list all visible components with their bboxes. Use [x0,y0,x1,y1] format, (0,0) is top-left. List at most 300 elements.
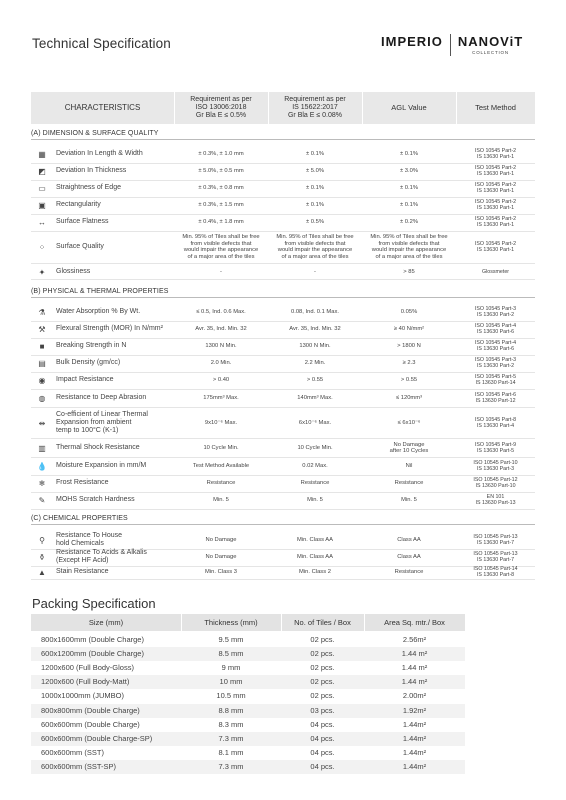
spec-row [31,266,535,278]
test-method [456,241,535,253]
is-requirement-line: Min. 5 [307,496,323,503]
property-icon: ◉ [38,375,46,385]
property-label-line: Deviation In Thickness [56,167,127,174]
property-label-line: Deviation In Length & Width [56,150,143,157]
test-method-line: ISO 10545 Part-2 [474,216,517,222]
test-method-line: ISO 10545 Part-2 [474,241,517,247]
test-method [456,494,535,506]
property-icon: ✦ [38,267,46,277]
packing-header-tiles: No. of Tiles / Box [294,618,351,627]
agl-value-line: Resistance [394,568,424,575]
packing-area: 1.44m² [402,733,427,743]
packing-row [31,746,465,760]
packing-tiles: 03 pcs. [310,705,335,715]
packing-size: 1200x600 (Full Body-Gloss) [41,663,134,673]
test-method-line: IS 13630 Part-1 [476,188,515,194]
spec-row [31,372,535,388]
property-label-line: Resistance to Deep Abrasion [56,394,147,401]
test-method-line: ISO 10545 Part-2 [474,199,517,205]
packing-row [31,732,465,746]
section-divider [31,139,535,140]
iso-requirement-line: ≤ 0.5, Ind. 0.6 Max. [196,308,246,315]
test-method-line: IS 13630 Part-7 [476,540,515,546]
test-method-line: IS 13630 Part-14 [475,380,516,386]
logo-divider [450,34,451,56]
is-requirement-line: ± 0.1% [305,184,324,191]
property-label-line: Straightness of Edge [56,184,121,191]
is-requirement-line: Resistance [300,479,330,486]
is-requirement-line: from visible defects that [284,240,346,247]
test-method [456,551,535,563]
header-characteristics: CHARACTERISTICS [64,103,141,112]
is-requirement-line: Min. Class AA [296,553,334,560]
test-method [456,323,535,335]
test-method-line: ISO 10545 Part-3 [474,357,517,363]
property-label-line: Thermal Shock Resistance [56,444,140,451]
packing-thickness: 9 mm [221,663,241,673]
packing-thickness: 7.3 mm [218,733,244,743]
is-requirement [268,497,362,504]
iso-requirement [174,480,268,487]
iso-requirement [174,569,268,576]
agl-value [362,554,456,561]
test-method [456,566,535,578]
agl-value [362,343,456,350]
spec-row [31,390,535,406]
header-iso-line-3: Gr Bla E ≤ 0.5% [195,112,247,119]
header-is-15622 [268,92,362,124]
packing-tiles: 02 pcs. [310,677,335,687]
test-method-line: IS 13630 Part-1 [476,247,515,253]
agl-value-line: would impair the appearance [371,247,447,253]
test-method-line: ISO 10545 Part-13 [473,551,518,557]
agl-value [362,219,456,226]
is-requirement-line: 0.02 Max. [302,462,328,469]
test-method [456,199,535,211]
iso-requirement-line: Min. 95% of Tiles shall be free [182,234,260,240]
spec-row [31,232,535,262]
iso-requirement [174,537,268,544]
agl-value-line: Min. 5 [401,496,417,503]
iso-requirement-line: Test Method Available [192,462,250,469]
is-requirement-line: ± 0.1% [305,150,324,157]
is-requirement-line: ± 0.5% [305,218,324,225]
iso-requirement-line: - [220,268,222,275]
packing-area: 1.44 m² [401,649,428,659]
test-method-line: IS 13630 Part-1 [476,171,515,177]
test-method-line: ISO 10545 Part-13 [473,534,518,540]
test-method-line: IS 13630 Part-5 [476,448,515,454]
packing-area: 1.44 m² [401,663,428,673]
iso-requirement-line: Avr. 35, Ind. Min. 32 [195,325,247,332]
agl-value-line: from visible defects that [378,240,440,247]
spec-row [31,440,535,456]
agl-value [362,269,456,276]
iso-requirement [174,445,268,452]
agl-value-line: ≥ 2.3 [402,359,416,366]
iso-requirement [174,151,268,158]
is-requirement [268,360,362,367]
packing-thickness: 8.3 mm [218,719,244,729]
property-label-line: Bulk Density (gm/cc) [56,359,121,366]
packing-size: 1000x1000mm (JUMBO) [41,691,124,701]
iso-requirement [174,185,268,192]
test-method-line: ISO 10545 Part-4 [474,323,517,329]
iso-requirement-line: ± 0.3%, ± 0.8 mm [198,184,244,191]
property-label-line: temp to 100°C (K-1) [56,427,119,434]
test-method-line: IS 13630 Part-1 [476,154,515,160]
test-method-line: IS 13630 Part-3 [476,466,515,472]
row-divider [31,438,535,439]
property-icon: ■ [39,341,45,351]
is-requirement [268,326,362,333]
packing-area: 2.56m² [402,635,427,644]
test-method-line: IS 13630 Part-1 [476,205,515,211]
iso-requirement-line: of a major area of the tiles [187,253,255,260]
property-label-line: (Except HF Acid) [56,557,109,564]
agl-value-line: Min. 95% of Tiles shall be free [370,234,448,240]
iso-requirement [174,309,268,316]
packing-thickness: 7.3 mm [218,761,244,771]
packing-size: 600x600mm (Double Charge) [41,719,140,729]
is-requirement-line: 0.08, Ind. 0.1 Max. [290,308,339,315]
test-method-line: IS 13630 Part-6 [476,329,515,335]
packing-table-header [31,614,465,631]
agl-value [362,185,456,192]
iso-requirement-line: 9x10⁻⁶ Max. [204,419,238,426]
is-requirement [268,395,362,402]
iso-requirement-line: No Damage [205,553,237,560]
packing-area: 1.44m² [402,761,427,771]
packing-area: 1.44 m² [401,677,428,687]
test-method-line: ISO 10545 Part-5 [474,374,517,380]
agl-value-line: ≥ 40 N/mm² [393,325,425,332]
test-method-line: EN 101 [486,494,505,500]
test-method [456,477,535,489]
property-label-line: Stain Resistance [56,568,109,575]
agl-value-line: Class AA [397,553,421,560]
test-method [456,216,535,228]
iso-requirement-line: No Damage [205,536,237,543]
agl-value-line: ± 0.1% [399,150,418,157]
packing-tiles: 02 pcs. [310,649,335,659]
packing-row [31,704,465,718]
iso-requirement-line: Resistance [206,479,236,486]
packing-size: 600x600mm (SST-SP) [41,761,117,771]
row-divider [31,263,535,264]
section-divider [31,524,535,525]
is-requirement-line: 140mm³ Max. [297,394,333,401]
spec-row [31,197,535,213]
agl-value-line: 0.05% [400,308,418,315]
agl-value [362,442,456,455]
is-requirement [268,151,362,158]
packing-row [31,689,465,703]
agl-value [362,309,456,316]
is-requirement [268,445,362,452]
iso-requirement [174,420,268,427]
is-requirement [268,420,362,427]
packing-thickness: 9.5 mm [218,635,244,644]
test-method [456,442,535,454]
property-label-line: Rectangularity [56,201,101,208]
iso-requirement [174,377,268,384]
property-icon: ↔ [38,217,46,227]
is-requirement-line: 2.2 Min. [304,359,326,366]
agl-value [362,151,456,158]
agl-value-line: No Damage [393,441,425,448]
is-requirement-line: Avr. 35, Ind. Min. 32 [289,325,341,332]
is-requirement-line: Min. Class AA [296,536,334,543]
test-method-line: ISO 10545 Part-14 [473,566,518,572]
iso-requirement [174,343,268,350]
property-icon: ⚗ [38,307,46,317]
is-requirement-line: 10 Cycle Min. [297,444,333,451]
is-requirement-line: of a major area of the tiles [281,253,349,260]
packing-tiles: 02 pcs. [310,663,335,673]
agl-value [362,497,456,504]
row-divider [31,579,535,580]
iso-requirement [174,234,268,260]
logo-collection: COLLECTION [472,50,509,55]
test-method [456,534,535,546]
property-label-line: Resistance To Acids & Alkalis [56,549,147,556]
section-title-dimension: (A) DIMENSION & SURFACE QUALITY [31,130,159,137]
packing-area: 1.44m² [402,747,427,757]
agl-value-line: > 1800 N [397,342,421,349]
test-method-line: IS 13630 Part-2 [476,363,515,369]
agl-value-line: after 10 Cycles [389,448,429,454]
property-icon: ▥ [38,443,46,453]
agl-value-line: of a major area of the tiles [375,253,443,260]
is-requirement-line: Min. Class 2 [299,568,331,575]
test-method [456,357,535,369]
test-method [456,182,535,194]
agl-value [362,234,456,260]
property-icon: ◩ [38,166,46,176]
packing-header-area: Area Sq. mtr./ Box [384,618,445,627]
agl-value [362,569,456,576]
iso-requirement-line: ± 0.3%, ± 1.0 mm [198,150,244,157]
spec-row [31,214,535,230]
test-method-line: ISO 10545 Part-2 [474,182,517,188]
agl-value-line: Nil [405,462,413,469]
property-label-line: Expansion from ambient [56,419,132,426]
property-label-line: Co-efficient of Linear Thermal [56,411,148,418]
is-requirement-line: > 0.55 [306,376,324,383]
iso-requirement [174,360,268,367]
test-method [456,165,535,177]
spec-row [31,492,535,508]
test-method-line: IS 13630 Part-10 [475,483,516,489]
packing-area: 1.44m² [402,719,427,729]
packing-title: Packing Specification [32,596,156,611]
test-method [456,306,535,318]
agl-value [362,463,456,470]
header-is-line-1: Requirement as per [284,96,346,103]
spec-table-header [31,92,535,124]
iso-requirement [174,554,268,561]
iso-requirement [174,168,268,175]
property-label-line: Impact Resistance [56,376,114,383]
packing-size: 600x600mm (Double Charge-SP) [41,733,153,743]
agl-value-line: ± 0.1% [399,201,418,208]
packing-tiles: 04 pcs. [310,733,335,743]
property-icon: ⁘ [38,242,46,252]
section-title-physical: (B) PHYSICAL & THERMAL PROPERTIES [31,288,169,295]
agl-value [362,377,456,384]
test-method [456,460,535,472]
row-divider [31,407,535,408]
spec-row [31,304,535,320]
iso-requirement-line: 2.0 Min. [210,359,232,366]
spec-row [31,532,535,548]
property-icon: ▤ [38,358,46,368]
property-icon: ▭ [38,183,46,193]
packing-row [31,718,465,732]
logo-nanovit-block [458,34,523,55]
test-method [456,374,535,386]
is-requirement [268,168,362,175]
row-divider [31,279,535,280]
packing-header-thickness: Thickness (mm) [204,618,258,627]
test-method-line: IS 13630 Part-1 [476,222,515,228]
is-requirement [268,202,362,209]
packing-thickness: 8.8 mm [218,705,244,715]
property-icon: ⚲ [39,535,45,545]
property-icon: ▲ [38,567,46,577]
iso-requirement-line: 1300 N Min. [205,342,237,349]
property-icon: 💧 [37,461,47,471]
spec-row [31,321,535,337]
property-label-line: hold Chemicals [56,540,104,547]
spec-row [31,458,535,474]
header-is-line-2: IS 15622:2017 [292,104,338,111]
test-method-line: ISO 10545 Part-2 [474,148,517,154]
agl-value [362,420,456,427]
packing-row [31,633,465,647]
test-method [456,148,535,160]
test-method-line: IS 13630 Part-4 [476,423,515,429]
iso-requirement [174,326,268,333]
packing-tiles: 04 pcs. [310,761,335,771]
is-requirement [268,234,362,260]
spec-row [31,355,535,371]
property-label-line: Breaking Strength in N [56,342,127,349]
packing-thickness: 10.5 mm [216,691,246,701]
test-method [456,340,535,352]
agl-value-line: ± 3.0% [399,167,418,174]
iso-requirement-line: ± 0.3%, ± 1.5 mm [198,201,244,208]
spec-row [31,549,535,565]
property-label-line: Surface Quality [56,243,104,250]
agl-value [362,537,456,544]
agl-value-line: > 0.55 [400,376,418,383]
iso-requirement-line: Min. Class 3 [205,568,237,575]
packing-row [31,675,465,689]
property-icon: ▦ [38,149,46,159]
is-requirement-line: would impair the appearance [277,247,353,253]
iso-requirement-line: 175mm³ Max. [203,394,239,401]
is-requirement [268,480,362,487]
section-divider [31,297,535,298]
is-requirement [268,185,362,192]
packing-thickness: 8.5 mm [218,649,244,659]
test-method [456,392,535,404]
agl-value [362,360,456,367]
property-label-line: MOHS Scratch Hardness [56,496,135,503]
header-test-method: Test Method [475,103,516,112]
property-label-line: Surface Flatness [56,218,109,225]
property-icon: ⇹ [38,418,46,428]
iso-requirement-line: from visible defects that [190,240,252,247]
test-method-line: ISO 10545 Part-3 [474,306,517,312]
packing-area: 2.00m² [402,691,427,701]
property-icon: ✎ [38,495,46,505]
property-icon: ⚒ [38,324,46,334]
is-requirement [268,569,362,576]
packing-size: 600x600mm (SST) [41,747,104,757]
header-iso-line-1: Requirement as per [190,96,252,103]
test-method-line: ISO 10545 Part-2 [474,165,517,171]
page-title: Technical Specification [32,36,171,51]
iso-requirement [174,395,268,402]
property-icon: ▣ [38,200,46,210]
property-label-line: Moisture Expansion in mm/M [56,462,147,469]
packing-size: 800x1600mm (Double Charge) [41,635,144,644]
iso-requirement-line: > 0.40 [212,376,230,383]
agl-value [362,168,456,175]
test-method-line: IS 13630 Part-13 [475,500,516,506]
spec-row [31,338,535,354]
packing-header-size: Size (mm) [88,618,124,627]
test-method [456,269,535,275]
is-requirement [268,537,362,544]
test-method-line: IS 13630 Part-12 [475,398,516,404]
is-requirement-line: - [314,268,316,275]
agl-value-line: > 85 [403,268,415,275]
packing-tiles: 04 pcs. [310,747,335,757]
is-requirement [268,309,362,316]
test-method-line: ISO 10545 Part-9 [474,442,517,448]
spec-row [31,180,535,196]
property-label-line: Glossiness [56,268,91,275]
is-requirement [268,269,362,276]
test-method-line: Glossmeter [481,269,510,275]
agl-value-line: ± 0.2% [399,218,418,225]
property-icon: ⚱ [38,552,46,562]
is-requirement-line: ± 5.0% [305,167,324,174]
header-iso-13006 [174,92,268,124]
property-label-line: Water Absorption % By Wt. [56,308,141,315]
packing-size: 800x800mm (Double Charge) [41,705,140,715]
is-requirement [268,554,362,561]
packing-tiles: 02 pcs. [310,691,335,701]
agl-value-line: ± 0.1% [399,184,418,191]
is-requirement [268,377,362,384]
iso-requirement [174,497,268,504]
agl-value-line: Class AA [397,536,421,543]
iso-requirement [174,269,268,276]
agl-value-line: Resistance [394,479,424,486]
logo-imperio: IMPERIO [381,34,443,49]
iso-requirement [174,219,268,226]
spec-row [31,163,535,179]
agl-value [362,480,456,487]
property-label-line: Flexural Strength (MOR) In N/mm² [56,325,163,332]
agl-value-line: ≤ 6x10⁻⁶ [397,419,421,426]
test-method-line: IS 13630 Part-6 [476,346,515,352]
